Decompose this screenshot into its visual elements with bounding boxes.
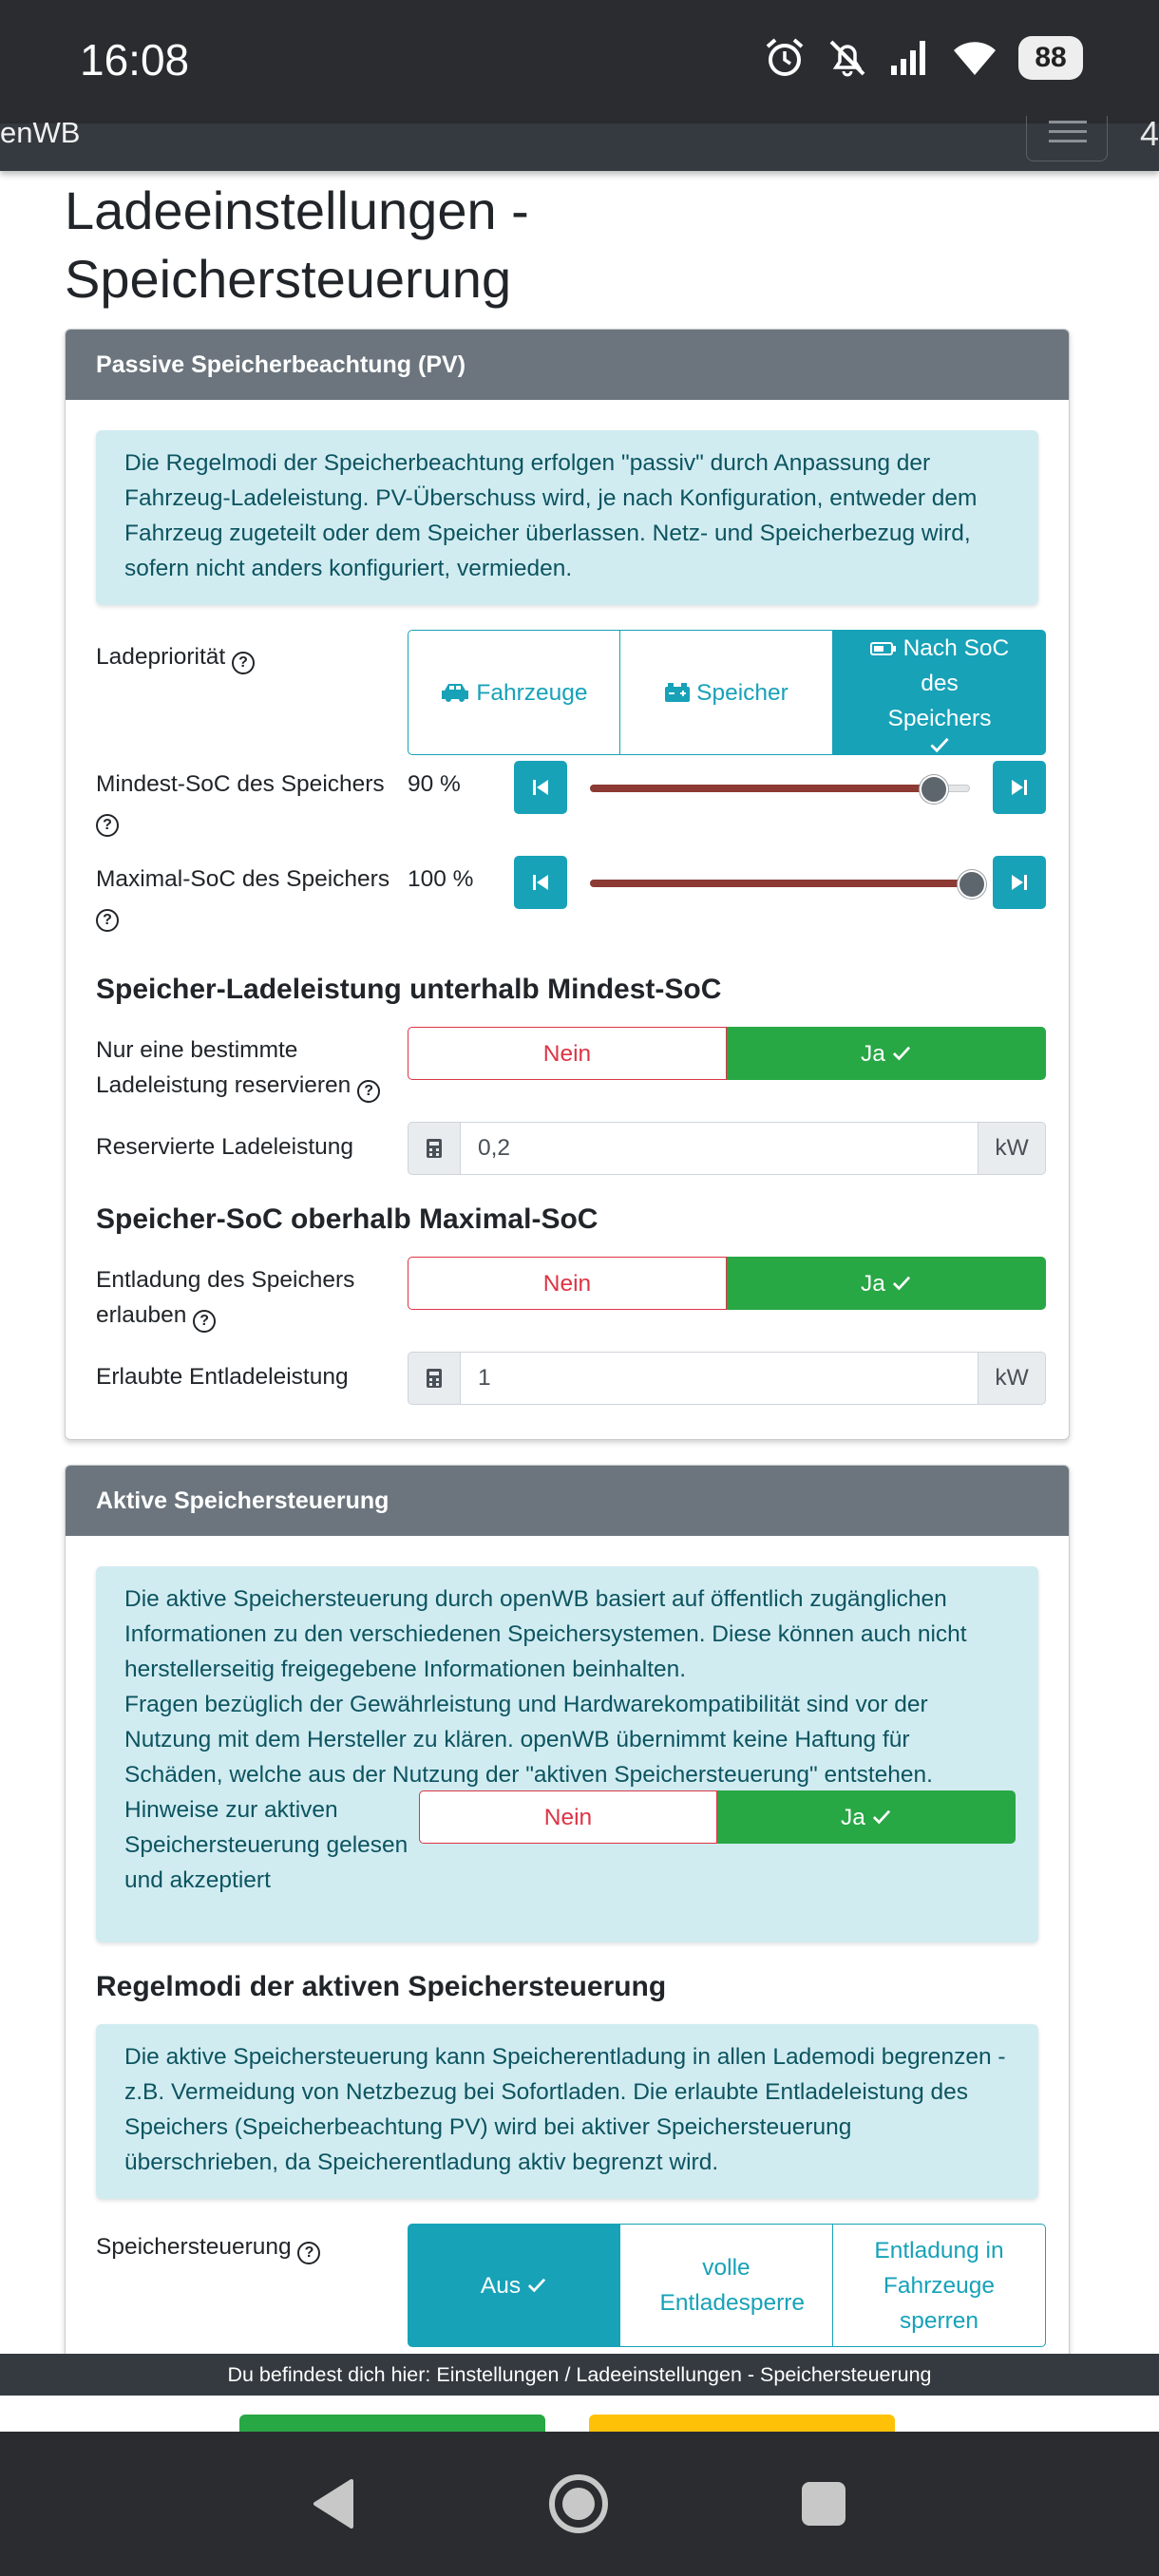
calculator-icon bbox=[408, 1352, 461, 1405]
signal-icon bbox=[889, 39, 931, 77]
check-icon bbox=[891, 1045, 912, 1062]
wifi-icon bbox=[952, 39, 998, 77]
skip-start-icon bbox=[530, 872, 551, 893]
modes-info-alert bbox=[96, 2024, 1038, 2199]
alarm-icon bbox=[764, 37, 806, 79]
reserved-power-unit: kW bbox=[978, 1122, 1046, 1175]
allowed-power-unit: kW bbox=[978, 1352, 1046, 1405]
discharge-toggle-group bbox=[408, 1257, 1046, 1310]
active-storage-card bbox=[65, 1465, 1070, 2415]
page-title: Ladeeinstellungen - Speichersteuerung bbox=[65, 180, 529, 309]
check-icon bbox=[526, 2277, 547, 2294]
skip-start-icon bbox=[530, 777, 551, 798]
min-soc-value: 90 % bbox=[408, 771, 461, 797]
active-info-text-1: Die aktive Speichersteuerung durch openWB basiert auf öffentlich zugänglichen Informationen zu den verschiedenen Speichersystemen. Diese können auch nicht herstellerseitig freigegebene Informationen beinhalten. bbox=[124, 1586, 967, 1682]
max-soc-decrease-button[interactable] bbox=[514, 856, 567, 909]
control-block-vehicles-button[interactable]: Entladung in Fahrzeuge sperren bbox=[833, 2224, 1046, 2347]
brand-logo[interactable]: enWB bbox=[0, 116, 81, 149]
breadcrumb: Du befindest dich hier: Einstellungen / Ladeeinstellungen - Speichersteuerung bbox=[0, 2354, 1159, 2396]
min-soc-decrease-button[interactable] bbox=[514, 761, 567, 814]
discharge-no-button[interactable]: Nein bbox=[408, 1257, 727, 1310]
max-soc-slider-fill bbox=[590, 880, 970, 887]
skip-end-icon bbox=[1009, 872, 1030, 893]
above-max-heading: Speicher-SoC oberhalb Maximal-SoC bbox=[96, 1203, 598, 1235]
min-soc-slider[interactable] bbox=[590, 761, 970, 814]
min-soc-slider-fill bbox=[590, 785, 932, 792]
check-icon bbox=[891, 1275, 912, 1292]
passive-info-text: Die Regelmodi der Speicherbeachtung erfolgen "passiv" durch Anpassung der Fahrzeug-Ladeleistung. PV-Überschuss wird, je nach Konfiguration, entweder dem Fahrzeug zugeteilt oder dem Speicher überlassen. Netz- und Speicherbezug wird, sofern nicht anders konfiguriert, vermieden. bbox=[124, 450, 978, 581]
help-icon[interactable]: ? bbox=[232, 652, 255, 674]
help-icon[interactable]: ? bbox=[96, 814, 119, 837]
priority-vehicles-button[interactable]: Fahrzeuge bbox=[408, 630, 620, 755]
min-soc-slider-handle[interactable] bbox=[920, 775, 948, 804]
help-icon[interactable]: ? bbox=[193, 1310, 216, 1333]
passive-card-header: Passive Speicherbeachtung (PV) bbox=[66, 330, 1069, 400]
edge-glyph: 4 bbox=[1140, 114, 1159, 153]
accept-no-button[interactable]: Nein bbox=[419, 1790, 717, 1844]
discharge-label: Entladung des Speichers erlauben ? bbox=[96, 1262, 400, 1333]
menu-toggle-button[interactable] bbox=[1026, 116, 1108, 161]
reserve-yes-button[interactable]: Ja bbox=[727, 1027, 1046, 1080]
passive-storage-card bbox=[65, 329, 1070, 1440]
skip-end-icon bbox=[1009, 777, 1030, 798]
discharge-yes-button[interactable]: Ja bbox=[727, 1257, 1046, 1310]
passive-info-alert bbox=[96, 430, 1038, 605]
system-navigation-bar bbox=[0, 2432, 1159, 2576]
active-card-header: Aktive Speichersteuerung bbox=[66, 1466, 1069, 1536]
max-soc-label: Maximal-SoC des Speichers ? bbox=[96, 862, 400, 932]
car-battery-icon bbox=[664, 682, 691, 703]
max-soc-slider-handle[interactable] bbox=[958, 870, 986, 899]
help-icon[interactable]: ? bbox=[96, 909, 119, 932]
storage-control-label: Speichersteuerung ? bbox=[96, 2229, 320, 2264]
priority-storage-button[interactable]: Speicher bbox=[620, 630, 833, 755]
reserve-label: Nur eine bestimmte Ladeleistung reservieren ? bbox=[96, 1032, 400, 1103]
active-info-alert bbox=[96, 1566, 1038, 1942]
calculator-icon bbox=[408, 1122, 461, 1175]
accept-label: Hinweise zur aktiven Speichersteuerung gelesen und akzeptiert bbox=[124, 1797, 408, 1893]
status-bar bbox=[0, 0, 1159, 123]
min-soc-label: Mindest-SoC des Speichers ? bbox=[96, 767, 400, 837]
check-icon bbox=[928, 736, 951, 754]
modes-info-text: Die aktive Speichersteuerung kann Speicherentladung in allen Lademodi begrenzen - z.B. Vermeidung von Netzbezug bei Sofortladen. Die erlaubte Entladeleistung des Speichers (Speicherbeachtung PV) wird bei aktiver Speichersteuerung überschrieben, da Speicherentladung aktiv begrenzt wird. bbox=[124, 2044, 1006, 2175]
reserved-power-input[interactable]: 0,2 bbox=[461, 1122, 978, 1175]
reserved-power-group bbox=[408, 1122, 1046, 1175]
below-min-heading: Speicher-Ladeleistung unterhalb Mindest-SoC bbox=[96, 974, 722, 1005]
priority-label: Ladepriorität ? bbox=[96, 639, 255, 674]
reserved-power-label: Reservierte Ladeleistung bbox=[96, 1134, 354, 1160]
check-icon bbox=[871, 1809, 892, 1826]
max-soc-increase-button[interactable] bbox=[993, 856, 1046, 909]
control-full-block-button[interactable]: volle Entladesperre bbox=[620, 2224, 833, 2347]
storage-control-group bbox=[408, 2224, 1046, 2347]
help-icon[interactable]: ? bbox=[297, 2242, 320, 2264]
max-soc-slider[interactable] bbox=[590, 856, 970, 909]
active-info-text-2: Fragen bezüglich der Gewährleistung und Hardwarekompatibilität sind vor der Nutzung mit dem Hersteller zu klären. openWB übernimmt keine Haftung für Schäden, welche aus der Nutzung der "aktiven Speichersteuerung" entstehen. bbox=[124, 1692, 933, 1788]
recents-icon[interactable] bbox=[800, 2480, 847, 2528]
back-icon[interactable] bbox=[310, 2477, 357, 2530]
accept-yes-button[interactable]: Ja bbox=[717, 1790, 1016, 1844]
min-soc-increase-button[interactable] bbox=[993, 761, 1046, 814]
max-soc-value: 100 % bbox=[408, 866, 474, 892]
help-icon[interactable]: ? bbox=[357, 1080, 380, 1103]
app-navbar bbox=[0, 114, 1159, 171]
battery-indicator: 88 bbox=[1018, 36, 1083, 80]
battery-half-icon bbox=[870, 641, 897, 656]
priority-soc-button[interactable]: Nach SoC des Speichers bbox=[833, 630, 1046, 755]
discard-button[interactable] bbox=[589, 2415, 895, 2432]
allowed-power-group bbox=[408, 1352, 1046, 1405]
home-icon[interactable] bbox=[547, 2472, 610, 2535]
modes-heading: Regelmodi der aktiven Speichersteuerung bbox=[96, 1971, 667, 2002]
control-off-button[interactable]: Aus bbox=[408, 2224, 620, 2347]
accept-toggle-group bbox=[419, 1790, 1016, 1844]
status-time: 16:08 bbox=[80, 35, 190, 85]
reserve-no-button[interactable]: Nein bbox=[408, 1027, 727, 1080]
allowed-power-label: Erlaubte Entladeleistung bbox=[96, 1364, 349, 1390]
car-icon bbox=[440, 681, 470, 704]
allowed-power-input[interactable]: 1 bbox=[461, 1352, 978, 1405]
silent-bell-icon bbox=[826, 37, 868, 79]
save-button[interactable] bbox=[239, 2415, 545, 2432]
priority-button-group bbox=[408, 630, 1046, 755]
reserve-toggle-group bbox=[408, 1027, 1046, 1080]
footer-actions bbox=[0, 2396, 1159, 2432]
